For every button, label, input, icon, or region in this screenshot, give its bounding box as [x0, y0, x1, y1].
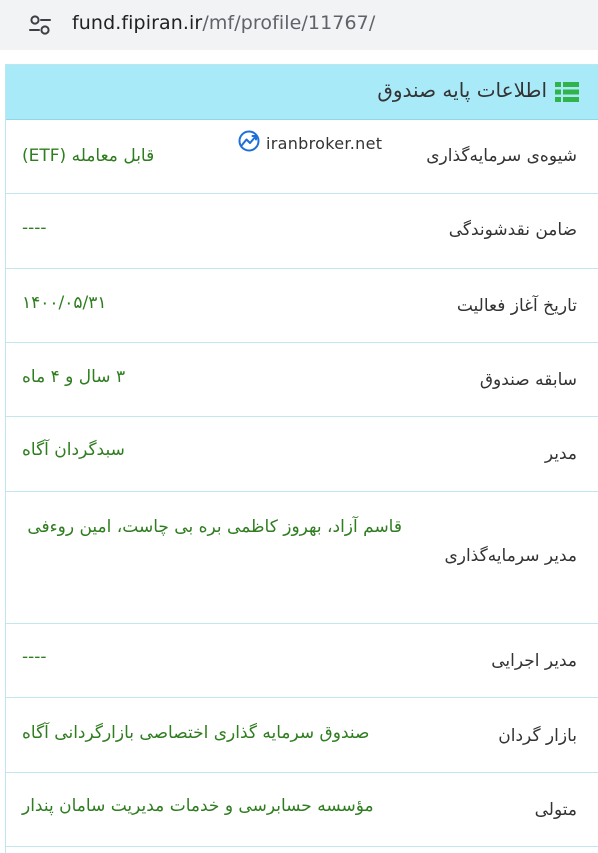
row-value: قاسم آزاد، بهروز کاظمی بره بی چاست، امین روءفی: [27, 517, 402, 537]
row-value: ----: [22, 647, 47, 667]
row-label: بازار گردان: [498, 726, 577, 746]
browser-address-bar[interactable]: [0, 0, 598, 50]
row-label: متولی: [534, 800, 577, 820]
info-row-manager: [6, 417, 598, 492]
trend-chart-icon: [238, 130, 260, 156]
row-value: ----: [22, 218, 47, 238]
info-row-start-date: [6, 269, 598, 343]
row-value: صندوق سرمایه گذاری اختصاصی بازارگردانی آگاه: [22, 723, 370, 743]
watermark-text: iranbroker.net: [266, 133, 383, 153]
row-value: مؤسسه حسابرسی و خدمات مدیریت سامان پندار: [22, 796, 374, 816]
info-row-investment-manager: [6, 492, 598, 624]
info-row-liquidity-guarantor: [6, 194, 598, 269]
row-label: مدیر سرمایه‌گذاری: [444, 546, 577, 566]
row-label: تاریخ آغاز فعالیت: [456, 296, 577, 316]
info-row-fund-history: [6, 343, 598, 417]
panel-title: اطلاعات پایه صندوق: [377, 78, 547, 102]
row-label: مدیر: [544, 444, 577, 464]
fund-basic-info-panel: [5, 64, 598, 853]
info-row-custodian: [6, 773, 598, 847]
row-value: سبدگردان آگاه: [22, 440, 125, 460]
url-domain: fund.fipiran.ir: [72, 12, 203, 34]
table-list-icon: [555, 82, 579, 102]
url-text[interactable]: [72, 12, 375, 34]
row-label: سابقه صندوق: [479, 370, 577, 390]
row-label: شیوه‌ی سرمایه‌گذاری: [426, 146, 577, 166]
row-value: قابل معامله (ETF): [22, 146, 155, 166]
url-path: /mf/profile/11767/: [202, 12, 376, 34]
panel-header: [6, 65, 598, 120]
row-label: ضامن نقدشوندگی: [448, 220, 577, 240]
row-label: مدیر اجرایی: [491, 651, 577, 671]
watermark: [238, 131, 382, 155]
row-value: ۳ سال و ۴ ماه: [22, 367, 126, 387]
row-value: ۱۴۰۰/۰۵/۳۱: [22, 293, 107, 313]
info-row-executive-manager: [6, 624, 598, 698]
info-row-market-maker: [6, 698, 598, 773]
site-settings-icon[interactable]: [22, 12, 62, 38]
